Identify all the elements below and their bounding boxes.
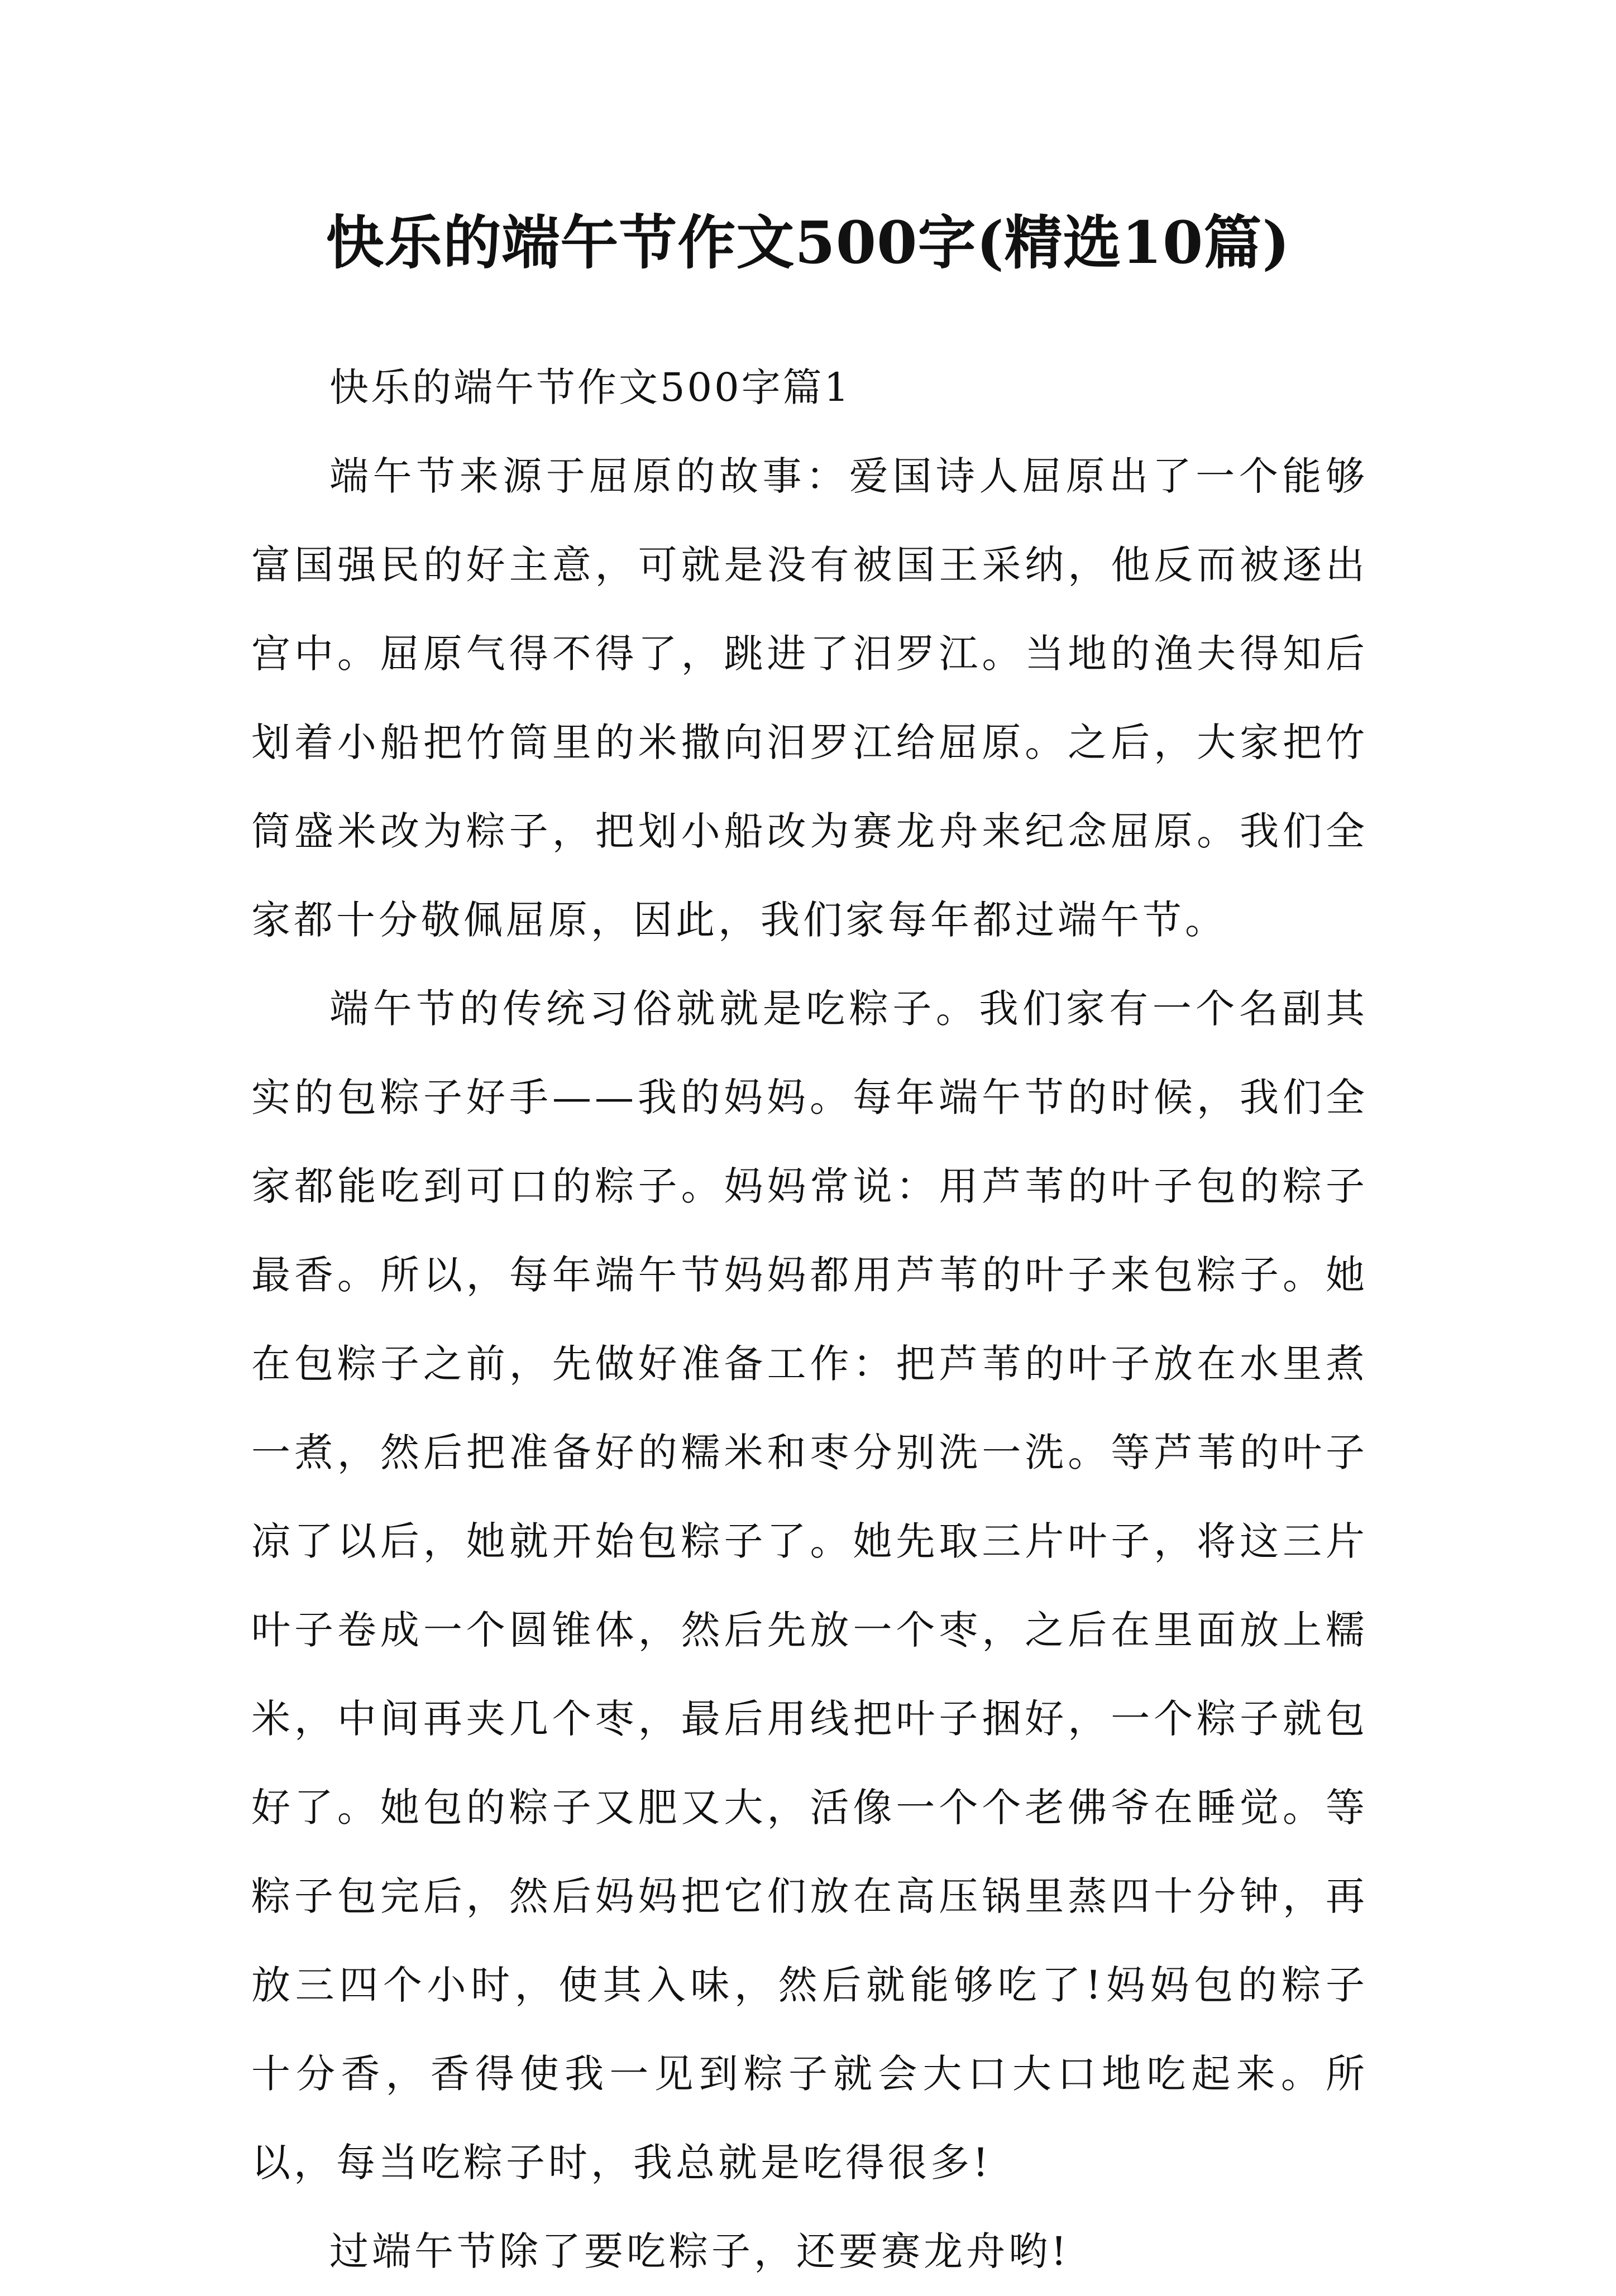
paragraph-2: 端午节的传统习俗就就是吃粽子。我们家有一个名副其实的包粽子好手——我的妈妈。每年端午节的时候，我们全家都能吃到可口的粽子。妈妈常说：用芦苇的叶子包的粽子最香。所以，每年端午节妈妈都用芦苇的叶子来包粽子。她在包粽子之前，先做好准备工作：把芦苇的叶子放在水里煮一煮，然后把准备好的糯米和枣分别洗一洗。等芦苇的叶子凉了以后，她就开始包粽子了。她先取三片叶子，将这三片叶子卷成一个圆锥体，然后先放一个枣，之后在里面放上糯米，中间再夹几个枣，最后用线把叶子捆好，一个粽子就包好了。她包的粽子又肥又大，活像一个个老佛爷在睡觉。等粽子包完后，然后妈妈把它们放在高压锅里蒸四十分钟，再放三四个小时，使其入味，然后就能够吃了!妈妈包的粽子十分香，香得使我一见到粽子就会大口大口地吃起来。所以，每当吃粽子时，我总就是吃得很多! (251, 986, 1368, 2185)
document-title: 快乐的端午节作文500字(精选10篇) (326, 208, 1290, 277)
paragraph-1: 端午节来源于屈原的故事：爱国诗人屈原出了一个能够富国强民的好主意，可就是没有被国王采纳，他反而被逐出宫中。屈原气得不得了，跳进了汨罗江。当地的渔夫得知后划着小船把竹筒里的米撒向汨罗江给屈原。之后，大家把竹筒盛米改为粽子，把划小船改为赛龙舟来纪念屈原。我们全家都十分敬佩屈原，因此，我们家每年都过端午节。 (251, 453, 1368, 943)
section-heading: 快乐的端午节作文500字篇1 (329, 365, 852, 410)
document-body (251, 343, 1368, 2296)
paragraph-3: 过端午节除了要吃粽子，还要赛龙舟哟! (329, 2228, 1070, 2274)
